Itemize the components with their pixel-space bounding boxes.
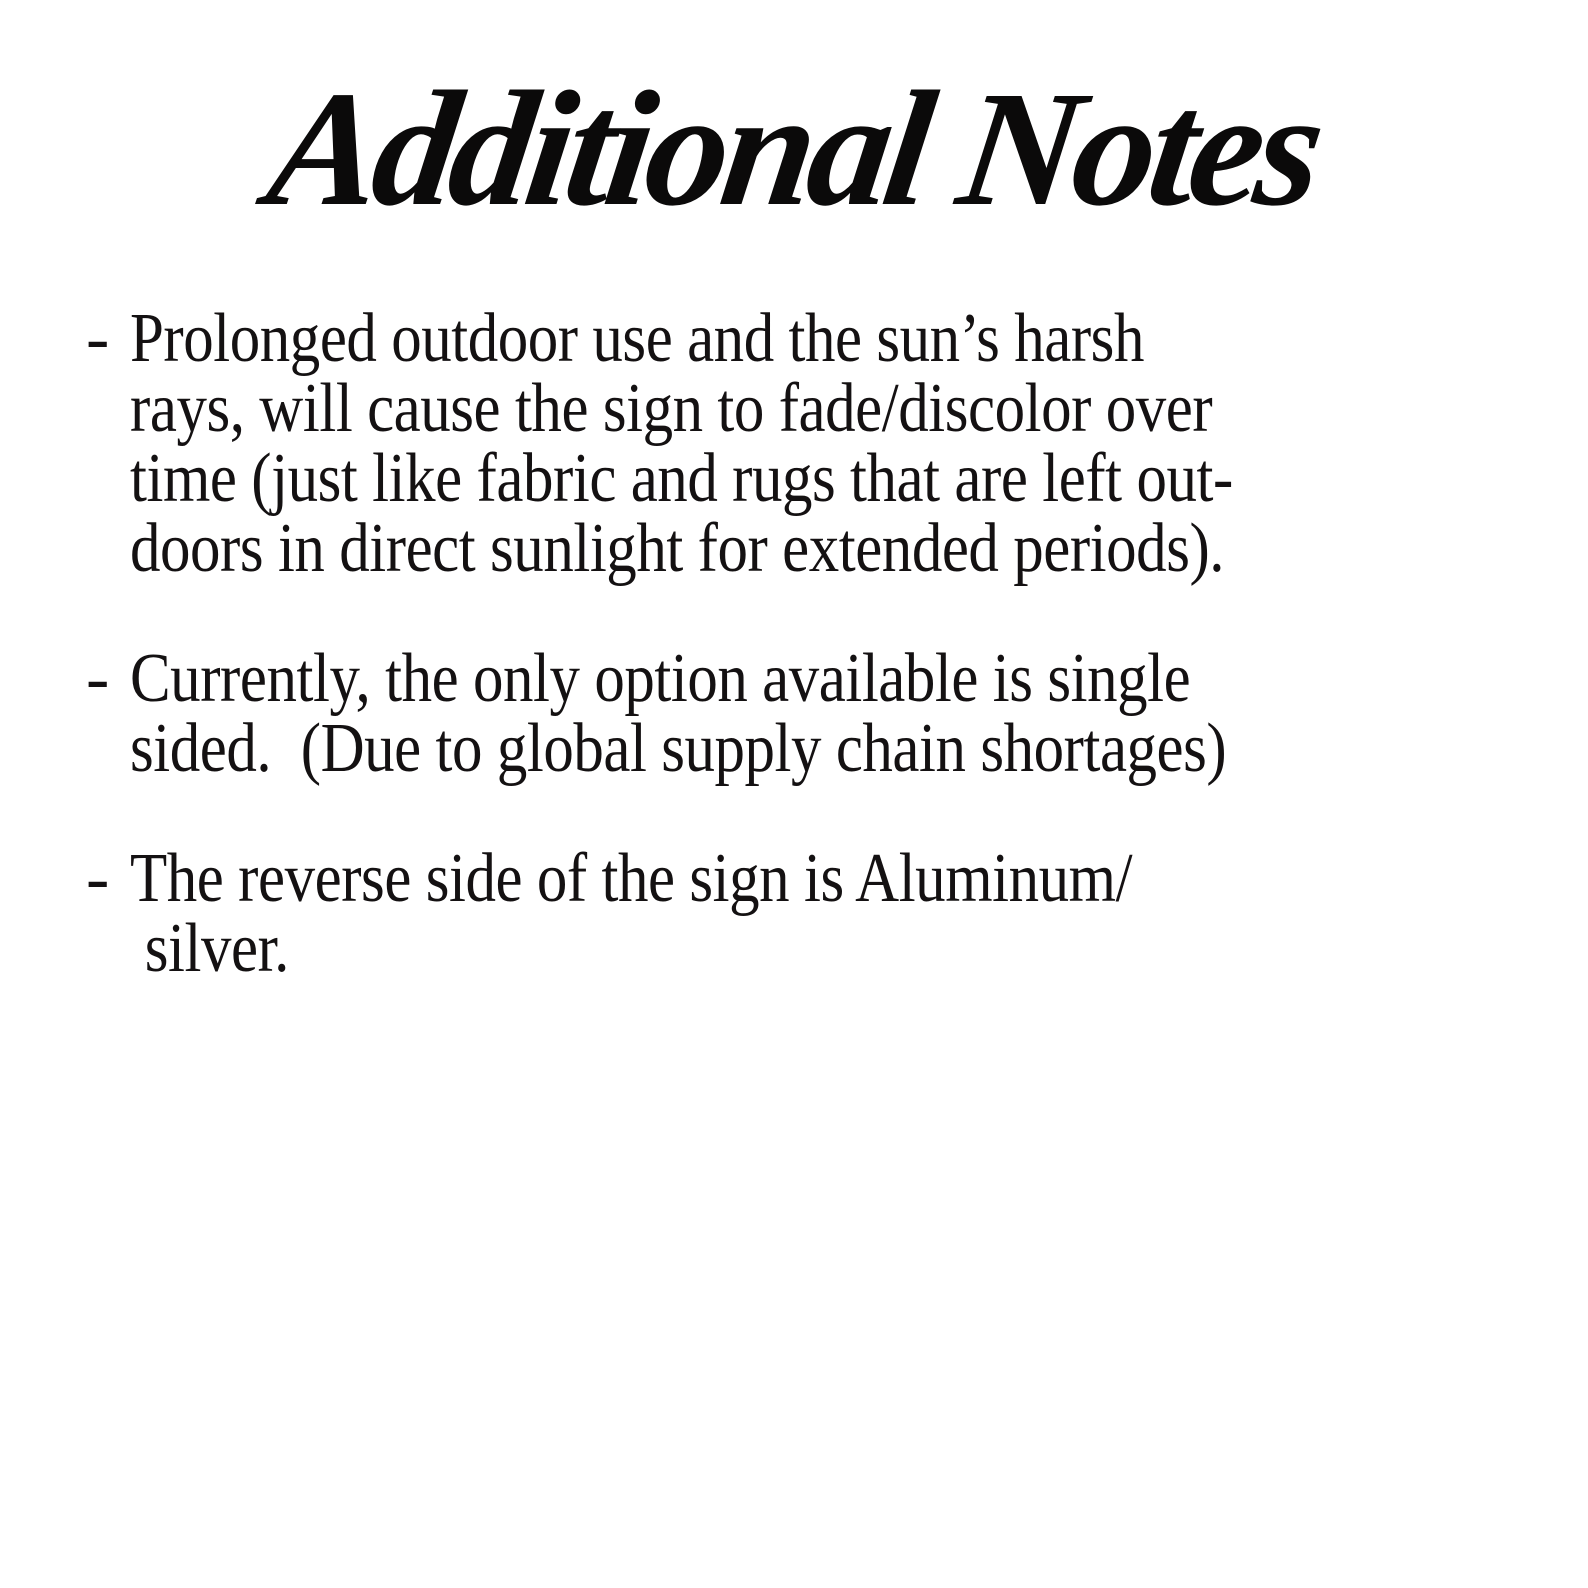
note-line: time (just like fabric and rugs that are left out-	[130, 440, 1233, 517]
note-text	[130, 300, 1233, 587]
note-line: rays, will cause the sign to fade/discolor over	[130, 370, 1213, 447]
note-line: sided. (Due to global supply chain shortages)	[130, 710, 1227, 787]
bullet-dash: -	[86, 840, 110, 917]
note-line: The reverse side of the sign is Aluminum/	[130, 840, 1133, 917]
note-item	[86, 640, 1556, 787]
note-line: Prolonged outdoor use and the sun’s harsh	[130, 300, 1144, 377]
note-item	[86, 840, 1556, 987]
bullet-dash: -	[86, 300, 110, 377]
note-line: Currently, the only option available is single	[130, 640, 1191, 717]
note-item	[86, 300, 1556, 587]
page-title: Additional Notes	[258, 57, 1330, 240]
note-text	[130, 840, 1133, 987]
note-text	[130, 640, 1227, 787]
bullet-dash: -	[86, 640, 110, 717]
note-line: silver.	[130, 910, 289, 987]
notes-list	[86, 300, 1556, 1044]
note-line: doors in direct sunlight for extended periods).	[130, 510, 1225, 587]
